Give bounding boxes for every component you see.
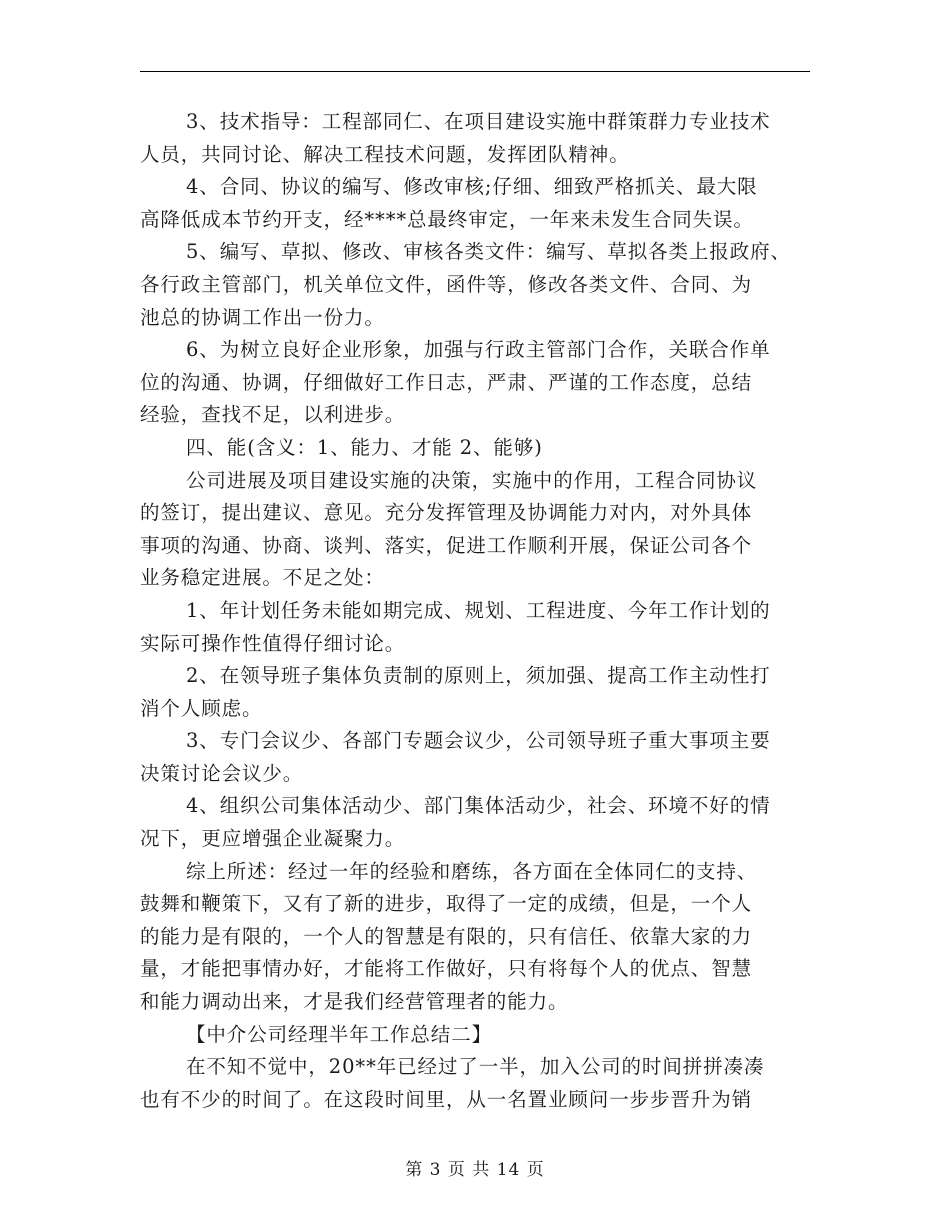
text-line: 池总的协调工作出一份力。 xyxy=(140,305,385,329)
text-line: 在不知不觉中，20**年已经过了一半，加入公司的时间拼拼凑凑 xyxy=(186,1055,765,1079)
text-line: 5、编写、草拟、修改、审核各类文件：编写、草拟各类上报政府、 xyxy=(186,240,791,264)
text-line: 【中介公司经理半年工作总结二】 xyxy=(186,1022,493,1046)
text-line: 也有不少的时间了。在这段时间里，从一名置业顾问一步步晋升为销 xyxy=(140,1087,753,1111)
text-line: 高降低成本节约开支，经****总最终审定，一年来未发生合同失误。 xyxy=(140,207,754,231)
page-footer: 第 3 页 共 14 页 xyxy=(405,1160,545,1180)
text-line: 综上所述：经过一年的经验和磨练，各方面在全体同仁的支持、 xyxy=(186,859,758,883)
document-body xyxy=(140,106,816,1116)
text-line: 实际可操作性值得仔细讨论。 xyxy=(140,631,406,655)
text-line: 鼓舞和鞭策下，又有了新的进步，取得了一定的成绩，但是，一个人 xyxy=(140,892,753,916)
text-line: 和能力调动出来，才是我们经营管理者的能力。 xyxy=(140,990,569,1014)
text-line: 1、年计划任务未能如期完成、规划、工程进度、今年工作计划的 xyxy=(186,598,771,622)
text-line: 四、能(含义：1、能力、才能 2、能够) xyxy=(186,435,543,459)
text-line: 的能力是有限的，一个人的智慧是有限的，只有信任、依靠大家的力 xyxy=(140,924,753,948)
text-line: 消个人顾虑。 xyxy=(140,696,263,720)
text-line: 的签订，提出建议、意见。充分发挥管理及协调能力对内，对外具体 xyxy=(140,501,753,525)
header-rule xyxy=(140,71,810,72)
text-line: 3、技术指导：工程部同仁、在项目建设实施中群策群力专业技术 xyxy=(186,110,771,133)
body-text xyxy=(140,106,816,1116)
text-line: 公司进展及项目建设实施的决策，实施中的作用，工程合同协议 xyxy=(186,468,758,492)
text-line: 业务稳定进展。不足之处： xyxy=(140,566,385,590)
text-line: 量，才能把事情办好，才能将工作做好，只有将每个人的优点、智慧 xyxy=(140,957,753,981)
text-line: 位的沟通、协调，仔细做好工作日志，严肃、严谨的工作态度，总结 xyxy=(140,370,753,394)
text-line: 4、合同、协议的编写、修改审核;仔细、细致严格抓关、最大限 xyxy=(186,175,758,199)
text-line: 人员，共同讨论、解决工程技术问题，发挥团队精神。 xyxy=(140,142,630,166)
text-line: 各行政主管部门，机关单位文件，函件等，修改各类文件、合同、为 xyxy=(140,272,753,296)
text-line: 3、专门会议少、各部门专题会议少，公司领导班子重大事项主要 xyxy=(186,729,771,753)
text-line: 决策讨论会议少。 xyxy=(140,761,304,785)
text-line: 事项的沟通、协商、谈判、落实，促进工作顺利开展，保证公司各个 xyxy=(140,533,753,557)
text-line: 2、在领导班子集体负责制的原则上，须加强、提高工作主动性打 xyxy=(186,664,771,688)
text-line: 况下，更应增强企业凝聚力。 xyxy=(140,827,406,851)
text-line: 4、组织公司集体活动少、部门集体活动少，社会、环境不好的情 xyxy=(186,794,771,818)
text-line: 6、为树立良好企业形象，加强与行政主管部门合作，关联合作单 xyxy=(186,338,771,362)
text-line: 经验，查找不足，以利进步。 xyxy=(140,403,406,427)
